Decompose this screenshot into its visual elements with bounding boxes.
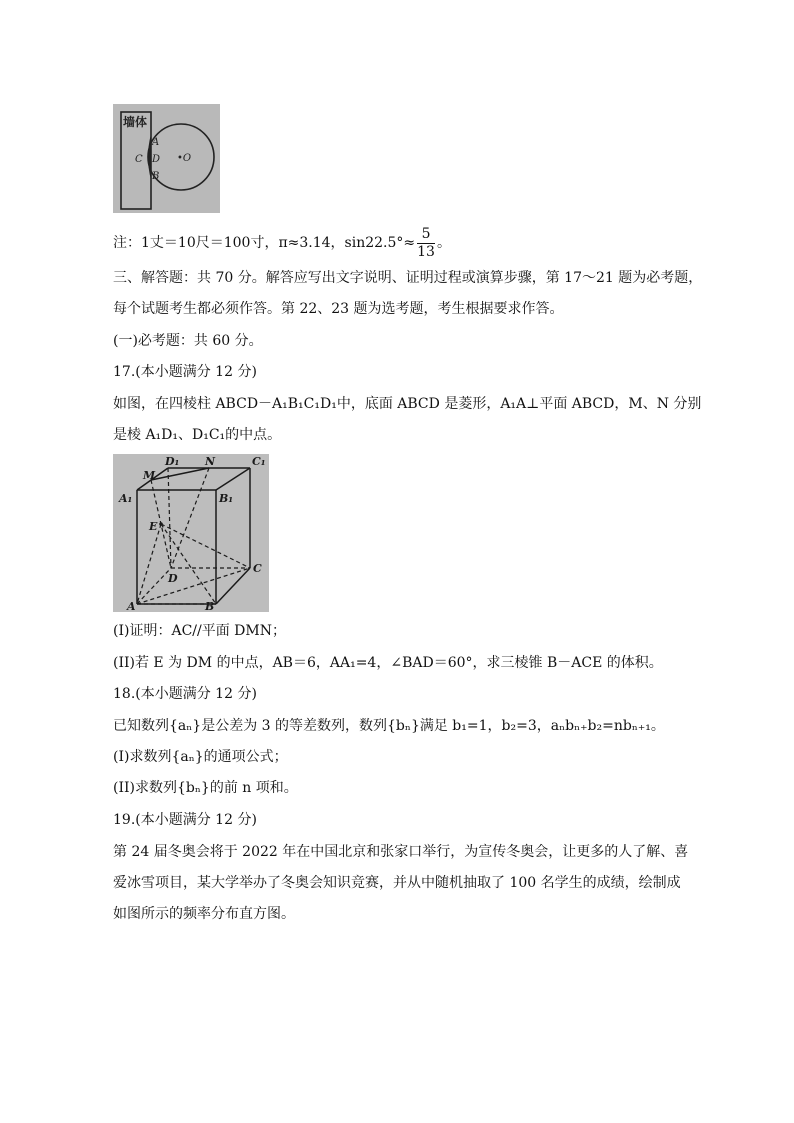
label-d: D — [168, 572, 178, 585]
fraction-denominator: 13 — [417, 243, 435, 260]
label-a1: A₁ — [119, 492, 133, 505]
note-suffix: 。 — [436, 235, 451, 251]
note-line — [113, 225, 451, 261]
q18-text: 已知数列{aₙ}是公差为 3 的等差数列，数列{bₙ}满足 b₁=1，b₂=3，aₙbₙ₊b₂=nbₙ₊₁。 — [113, 718, 665, 734]
center-o-label: •O — [177, 153, 192, 164]
note-prefix: 注：1丈＝10尺＝100寸，π≈3.14，sin22.5°≈ — [113, 235, 416, 251]
q19-text3: 如图所示的频率分布直方图。 — [113, 906, 295, 922]
point-b-label: B — [152, 171, 160, 182]
q19-header: 19.(本小题满分 12 分) — [113, 812, 257, 828]
fraction-numerator: 5 — [417, 226, 435, 244]
point-d-label: D — [152, 154, 161, 165]
section3-line1: 三、解答题：共 70 分。解答应写出文字说明、证明过程或演算步骤，第 17～21 题为必考题， — [113, 270, 703, 286]
prism-figure — [113, 454, 269, 612]
label-d1: D₁ — [165, 455, 180, 468]
q19-text2: 爱冰雪项目，某大学举办了冬奥会知识竞赛，并从中随机抽取了 100 名学生的成绩，绘制成 — [113, 875, 681, 891]
point-a-label: A — [152, 137, 160, 148]
required-heading: (一)必考题：共 60 分。 — [113, 333, 263, 349]
q18-part1: (I)求数列{aₙ}的通项公式； — [113, 749, 288, 765]
label-m: M — [143, 469, 156, 482]
point-c-label: C — [135, 154, 143, 165]
q17-header: 17.(本小题满分 12 分) — [113, 364, 257, 380]
label-c1: C₁ — [252, 455, 266, 468]
wall-circle-figure — [113, 104, 220, 213]
q17-part2: (II)若 E 为 DM 的中点，AB＝6，AA₁=4，∠BAD＝60°，求三棱锥 B－ACE 的体积。 — [113, 655, 663, 671]
label-c: C — [253, 562, 262, 575]
label-e: E — [149, 520, 158, 533]
q19-text1: 第 24 届冬奥会将于 2022 年在中国北京和张家口举行，为宣传冬奥会，让更多的人了解、喜 — [113, 844, 689, 860]
label-b1: B₁ — [219, 492, 234, 505]
label-n: N — [205, 455, 216, 468]
q17-text1: 如图，在四棱柱 ABCD－A₁B₁C₁D₁中，底面 ABCD 是菱形，A₁A⊥平面 ABCD，M、N 分别 — [113, 396, 702, 412]
fraction — [417, 226, 435, 261]
wall-label: 墙体 — [123, 115, 148, 129]
q18-header: 18.(本小题满分 12 分) — [113, 686, 257, 702]
label-b: B — [205, 600, 215, 612]
q17-part1: (I)证明：AC//平面 DMN； — [113, 623, 286, 639]
label-a: A — [127, 600, 136, 612]
section3-line2: 每个试题考生都必须作答。第 22、23 题为选考题，考生根据要求作答。 — [113, 301, 564, 317]
q17-text2: 是棱 A₁D₁、D₁C₁的中点。 — [113, 427, 282, 443]
q18-part2: (II)求数列{bₙ}的前 n 项和。 — [113, 780, 298, 796]
